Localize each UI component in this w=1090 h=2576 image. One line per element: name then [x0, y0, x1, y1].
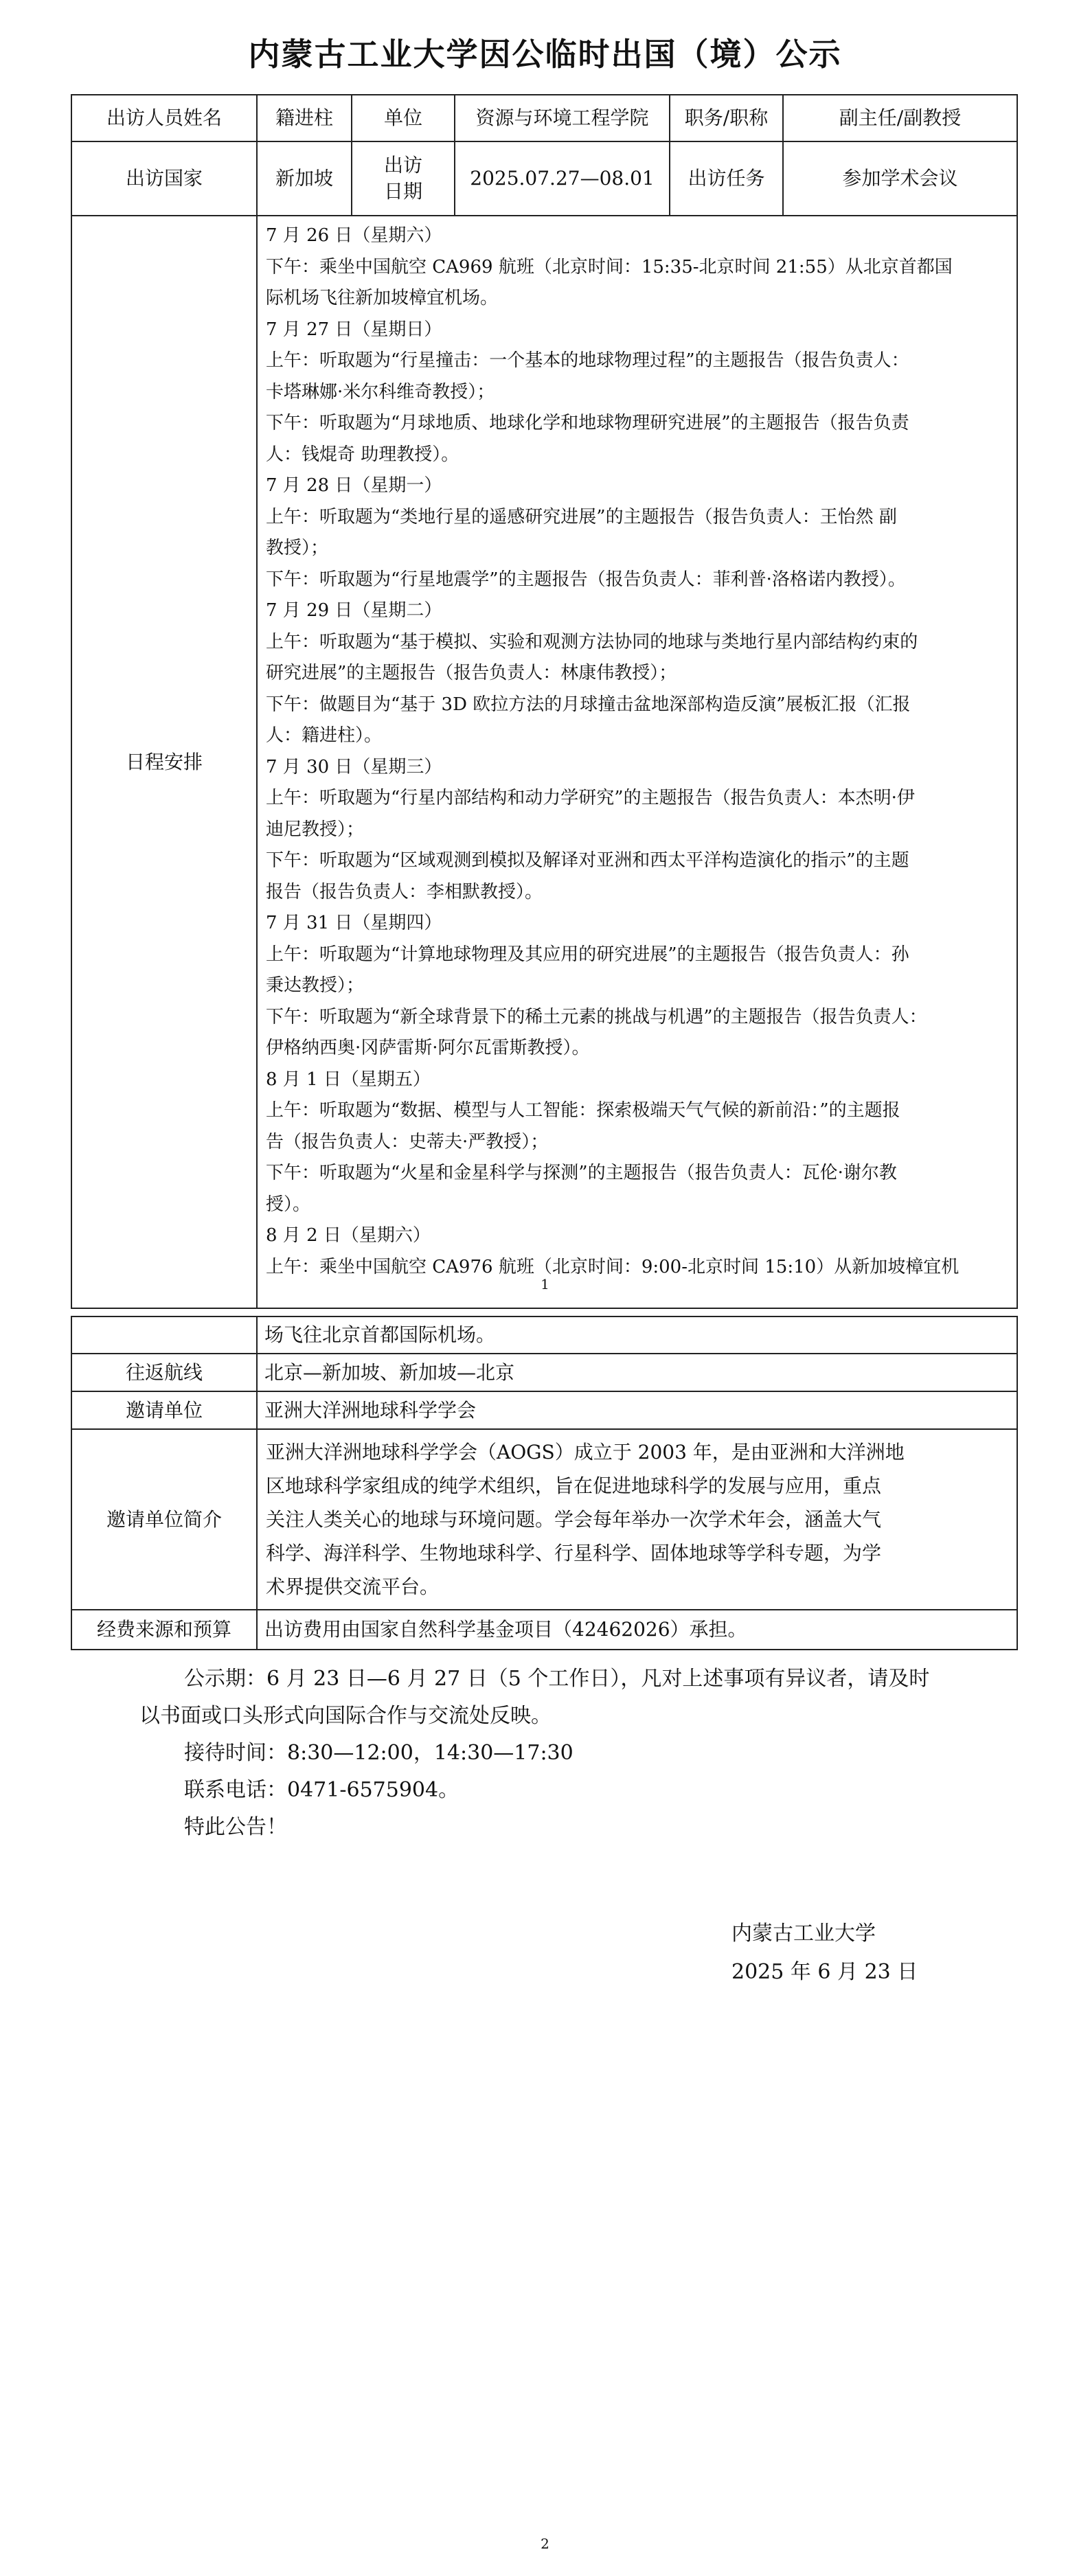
reception-time: 接待时间：8:30—12:00，14:30—17:30	[184, 1741, 574, 1765]
route-label: 往返航线	[71, 1354, 257, 1391]
schedule-line: 上午：听取题为“行星撞击：一个基本的地球物理过程”的主题报告（报告负责人：	[266, 350, 909, 371]
schedule-line: 报告（报告负责人：李相默教授）。	[266, 881, 543, 902]
schedule-line: 上午：听取题为“计算地球物理及其应用的研究进展”的主题报告（报告负责人：孙	[266, 944, 909, 965]
intro-line: 术界提供交流平台。	[266, 1575, 440, 1598]
schedule-line: 下午：听取题为“月球地质、地球化学和地球物理研究进展”的主题报告（报告负责	[266, 413, 909, 433]
schedule-line: 下午：听取题为“行星地震学”的主题报告（报告负责人：菲利普·洛格诺内教授）。	[266, 569, 906, 590]
schedule-line: 7 月 26 日（星期六）	[266, 225, 442, 246]
schedule-line: 上午：听取题为“类地行星的遥感研究进展”的主题报告（报告负责人：王怡然 副	[266, 506, 897, 527]
notice-line1: 公示期：6 月 23 日—6 月 27 日（5 个工作日），凡对上述事项有异议者，请及时	[184, 1667, 930, 1691]
intro-line: 亚洲大洋洲地球科学学会（AOGS）成立于 2003 年，是由亚洲和大洋洲地	[266, 1441, 905, 1463]
schedule-line: 际机场飞往新加坡樟宜机场。	[266, 288, 499, 308]
info-table	[71, 94, 1018, 1309]
intro-label: 邀请单位简介	[71, 1429, 257, 1610]
schedule-line: 伊格纳西奥·冈萨雷斯·阿尔瓦雷斯教授）。	[266, 1038, 590, 1058]
schedule-line: 上午：听取题为“数据、模型与人工智能：探索极端天气气候的新前沿：”的主题报	[266, 1100, 900, 1121]
closing-text: 特此公告！	[184, 1815, 287, 1839]
schedule-line: 下午：听取题为“新全球背景下的稀土元素的挑战与机遇”的主题报告（报告负责人：	[266, 1006, 927, 1027]
schedule-line: 上午：乘坐中国航空 CA976 航班（北京时间：9:00-北京时间 15:10）从新加坡樟宜机	[266, 1256, 960, 1277]
funding-label: 经费来源和预算	[71, 1610, 257, 1650]
schedule-line: 迪尼教授）；	[266, 819, 365, 840]
inviter-label: 邀请单位	[71, 1391, 257, 1429]
unit-value: 资源与环境工程学院	[455, 95, 670, 141]
continuation-empty-cell	[71, 1317, 257, 1354]
route-value: 北京—新加坡、新加坡—北京	[257, 1354, 1017, 1391]
position-label: 职务/职称	[670, 95, 783, 141]
notice-line2: 以书面或口头形式向国际合作与交流处反映。	[139, 1704, 552, 1728]
schedule-line: 8 月 1 日（星期五）	[266, 1069, 431, 1090]
schedule-line: 下午：听取题为“区域观测到模拟及解译对亚洲和西太平洋构造演化的指示”的主题	[266, 850, 909, 871]
page-title: 内蒙古工业大学因公临时出国（境）公示	[248, 36, 842, 73]
position-value: 副主任/副教授	[783, 95, 1017, 141]
date-label-line1: 出访	[383, 154, 422, 177]
intro-line: 科学、海洋科学、生物地球科学、行星科学、固体地球等学科专题，为学	[266, 1542, 882, 1564]
schedule-line: 7 月 28 日（星期一）	[266, 475, 442, 496]
schedule-content	[257, 216, 1017, 1308]
schedule-line: 卡塔琳娜·米尔科维奇教授）；	[266, 381, 495, 402]
inviter-value: 亚洲大洋洲地球科学学会	[257, 1391, 1017, 1429]
country-label: 出访国家	[71, 141, 257, 216]
task-label: 出访任务	[670, 141, 783, 216]
schedule-line: 下午：听取题为“火星和金星科学与探测”的主题报告（报告负责人：瓦伦·谢尔教	[266, 1163, 897, 1183]
schedule-label: 日程安排	[71, 216, 257, 1308]
details-table	[71, 1316, 1018, 1650]
schedule-line: 授）。	[266, 1194, 311, 1215]
schedule-line: 7 月 30 日（星期三）	[266, 756, 442, 777]
schedule-line: 7 月 31 日（星期四）	[266, 913, 442, 933]
task-value: 参加学术会议	[783, 141, 1017, 216]
signature-date: 2025 年 6 月 23 日	[731, 1960, 918, 1984]
contact-phone: 联系电话：0471-6575904。	[184, 1778, 459, 1802]
schedule-line: 告（报告负责人：史蒂夫·严教授）；	[266, 1131, 549, 1152]
name-value: 籍进柱	[257, 95, 352, 141]
schedule-line: 7 月 27 日（星期日）	[266, 319, 442, 340]
intro-content	[257, 1429, 1017, 1610]
schedule-line: 研究进展”的主题报告（报告负责人：林康伟教授）；	[266, 663, 677, 683]
schedule-line: 秉达教授）；	[266, 975, 365, 996]
schedule-line: 人：钱焜奇 助理教授）。	[266, 444, 459, 465]
date-label-line2: 日期	[383, 180, 422, 203]
name-label: 出访人员姓名	[71, 95, 257, 141]
date-value: 2025.07.27—08.01	[455, 141, 670, 216]
schedule-line: 7 月 29 日（星期二）	[266, 600, 442, 621]
date-label	[352, 141, 455, 216]
schedule-line: 上午：听取题为“行星内部结构和动力学研究”的主题报告（报告负责人：本杰明·伊	[266, 788, 915, 808]
schedule-line: 人：籍进柱）。	[266, 725, 383, 746]
schedule-line: 教授）；	[266, 538, 329, 558]
intro-line: 区地球科学家组成的纯学术组织，旨在促进地球科学的发展与应用，重点	[266, 1474, 882, 1497]
schedule-line: 下午：乘坐中国航空 CA969 航班（北京时间：15:35-北京时间 21:55）从北京首都国	[266, 256, 953, 277]
schedule-line: 8 月 2 日（星期六）	[266, 1225, 431, 1246]
country-value: 新加坡	[257, 141, 352, 216]
page-number-1: 1	[541, 1276, 549, 1292]
funding-value: 出访费用由国家自然科学基金项目（42462026）承担。	[257, 1610, 1017, 1650]
schedule-line: 下午：做题目为“基于 3D 欧拉方法的月球撞击盆地深部构造反演”展板汇报（汇报	[266, 694, 911, 715]
page-number-2: 2	[541, 2535, 549, 2552]
intro-line: 关注人类关心的地球与环境问题。学会每年举办一次学术年会，涵盖大气	[266, 1508, 882, 1531]
schedule-line: 上午：听取题为“基于模拟、实验和观测方法协同的地球与类地行星内部结构约束的	[266, 631, 918, 652]
signature-org: 内蒙古工业大学	[731, 1922, 876, 1946]
unit-label: 单位	[352, 95, 455, 141]
schedule-continuation: 场飞往北京首都国际机场。	[257, 1317, 1017, 1354]
